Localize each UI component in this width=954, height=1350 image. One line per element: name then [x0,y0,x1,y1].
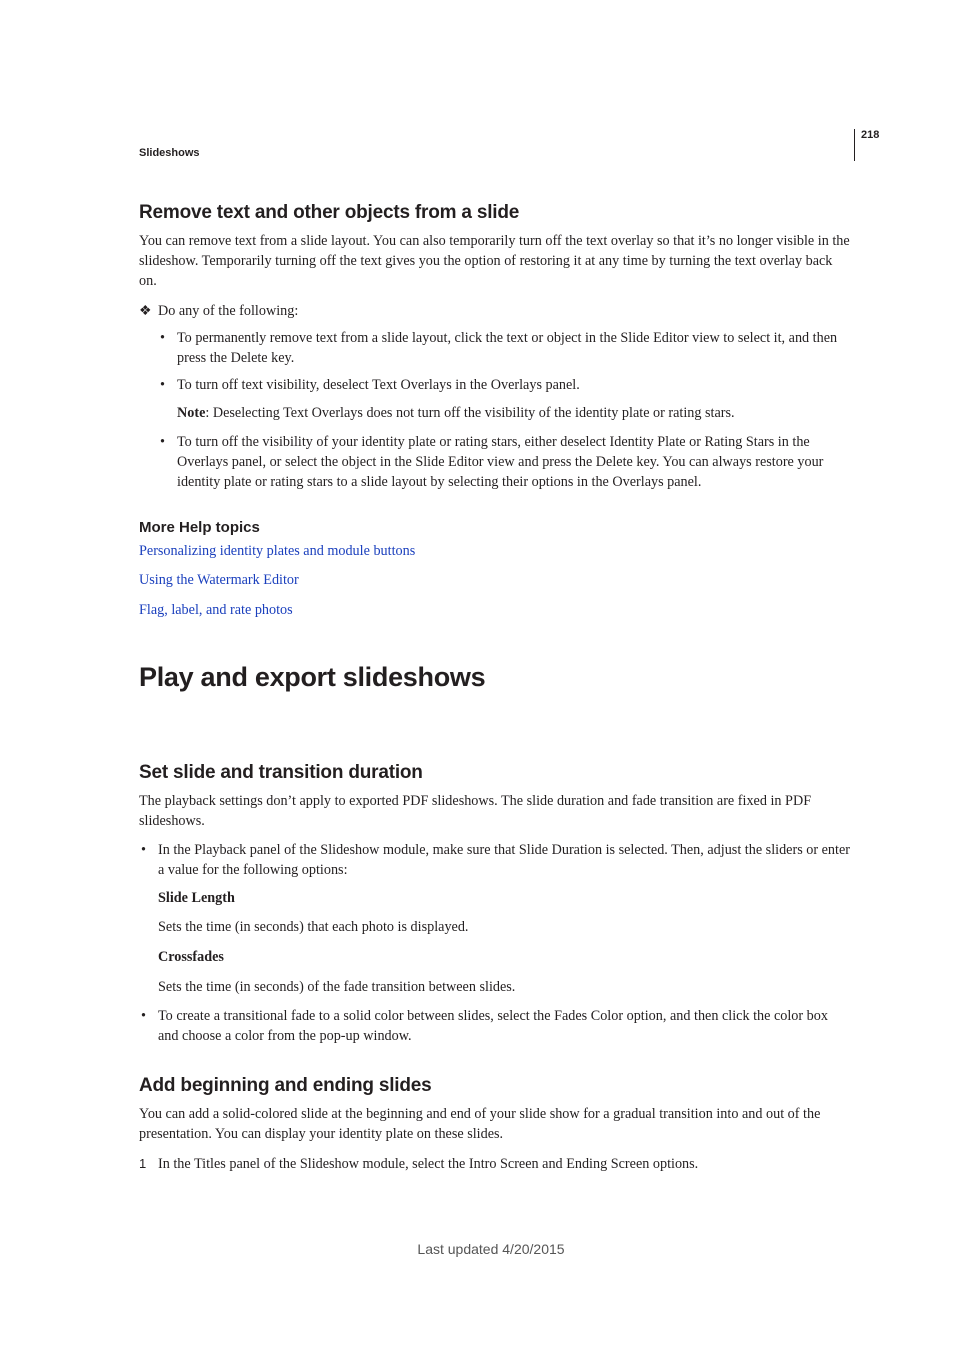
remove-bullet-3: To turn off the visibility of your identity plate or rating stars, either deselect Identity Plate or Rating Stars in the Overlays panel, or select the object in the Slide Editor view and press the Delete key. You can always restore your identity plate or rating stars to a slide layout by selecting their options in the Overlays panel. [177,434,824,490]
bullet-dot: • [160,377,165,393]
bullet-dot: • [141,1008,146,1024]
term-slide-length [158,888,235,908]
step-text: Do any of the following: [158,303,299,319]
duration-bullet-2: To create a transitional fade to a solid color between slides, select the Fades Color option, and then click the color box and choose a color from the pop-up window. [158,1008,828,1044]
step-marker: ❖ [139,303,152,319]
help-topics-heading: More Help topics [139,519,260,536]
note-label: Note [177,405,206,421]
term-crossfades [158,947,224,967]
remove-intro: You can remove text from a slide layout. You can also temporarily turn off the text overlay so that it’s no longer visible in the slideshow. Temporarily turning off the text gives you the option of restoring it at any time by turning the text overlay back on. [139,233,850,289]
slides-intro: You can add a solid-colored slide at the beginning and end of your slide show for a gradual transition into and out of the presentation. You can display your identity plate on these slides. [139,1106,821,1142]
link-flag-label-rate[interactable]: Flag, label, and rate photos [139,602,293,618]
term-crossfades-text: Crossfades [158,949,224,965]
bullet-dot: • [141,842,146,858]
last-updated: Last updated 4/20/2015 [417,1241,565,1257]
bullet-dot: • [160,330,165,346]
heading-duration: Set slide and transition duration [139,762,423,783]
link-identity-plates[interactable]: Personalizing identity plates and module buttons [139,543,416,559]
remove-bullet-2: To turn off text visibility, deselect Text Overlays in the Overlays panel. [177,377,580,393]
note-text: : Deselecting Text Overlays does not turn off the visibility of the identity plate or rating stars. [205,405,735,421]
running-header: Slideshows [139,147,200,159]
note [177,403,851,423]
page-number: 218 [861,129,880,141]
bullet-dot: • [160,434,165,450]
duration-bullet-1: In the Playback panel of the Slideshow module, make sure that Slide Duration is selected. Then, adjust the sliders or enter a value for the following options: [158,842,850,878]
heading-beginning-ending: Add beginning and ending slides [139,1075,432,1096]
term-slide-length-text: Slide Length [158,890,235,906]
duration-intro: The playback settings don’t apply to exported PDF slideshows. The slide duration and fade transition are fixed in PDF slideshows. [139,793,812,829]
link-watermark-editor[interactable]: Using the Watermark Editor [139,572,299,588]
remove-bullet-1: To permanently remove text from a slide layout, click the text or object in the Slide Editor view to select it, and then press the Delete key. [177,330,838,366]
heading-remove-text: Remove text and other objects from a slide [139,202,520,223]
header-rule [854,129,855,161]
slides-step-1: In the Titles panel of the Slideshow module, select the Intro Screen and Ending Screen options. [158,1156,699,1172]
def-slide-length: Sets the time (in seconds) that each photo is displayed. [158,919,469,935]
def-crossfades: Sets the time (in seconds) of the fade transition between slides. [158,979,516,995]
heading-play-export: Play and export slideshows [139,662,486,692]
step-number: 1 [139,1156,147,1171]
